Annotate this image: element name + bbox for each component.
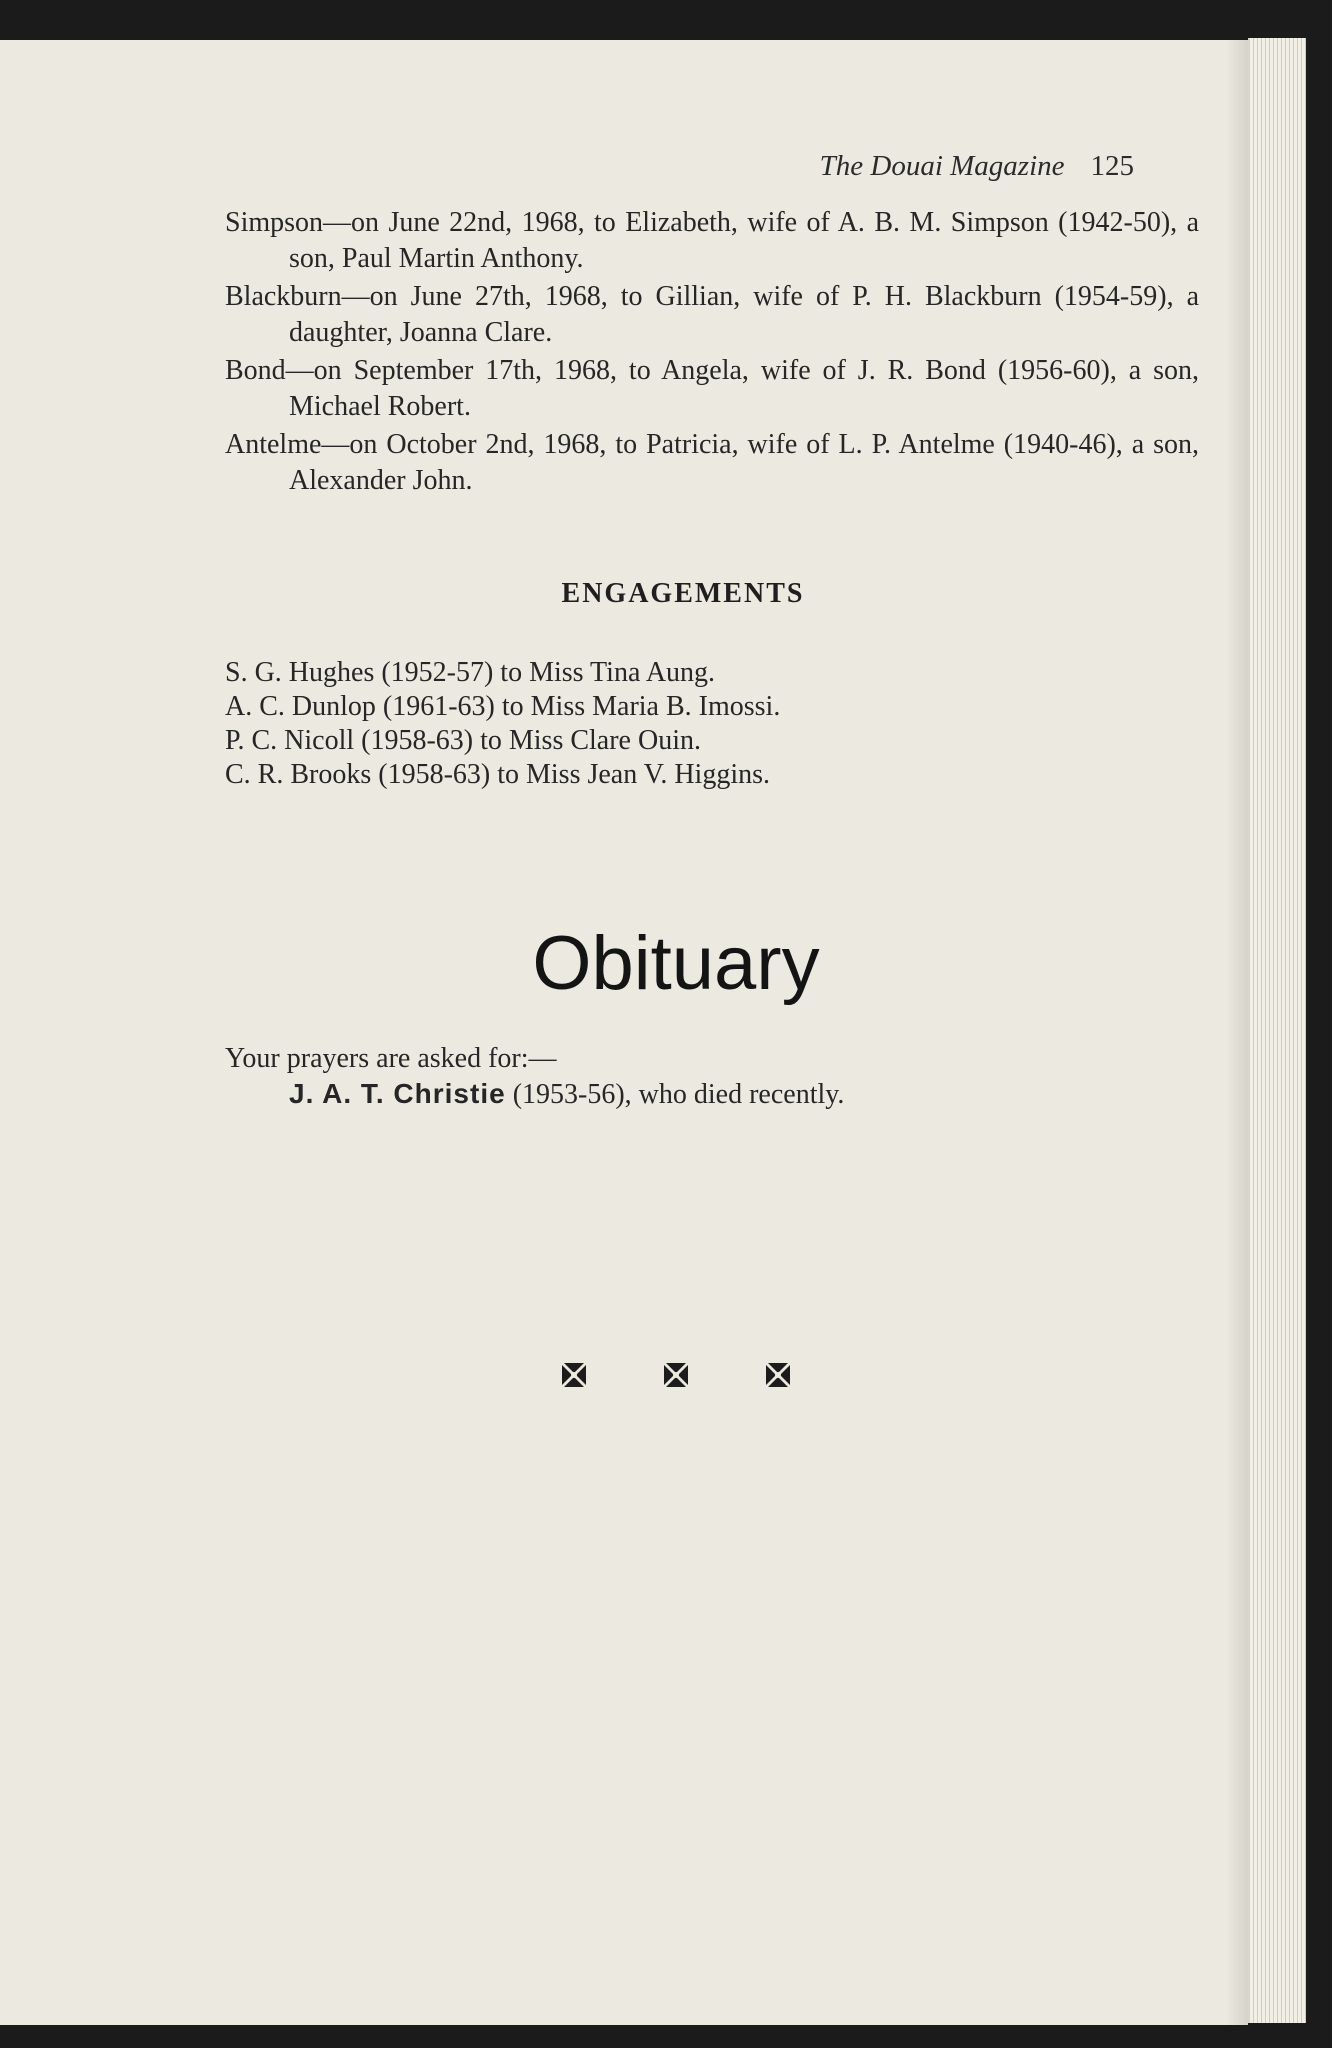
- engagements-heading: ENGAGEMENTS: [561, 578, 805, 609]
- running-head-title: The Douai Magazine: [819, 150, 1065, 182]
- obituary-detail: (1953-56), who died recently.: [505, 1079, 845, 1110]
- cross-pattee-icon: [661, 1360, 691, 1390]
- engagement-item: C. R. Brooks (1958-63) to Miss Jean V. Higgins.: [225, 759, 771, 790]
- ornament-row: [0, 1360, 1332, 1390]
- engagement-item: A. C. Dunlop (1961-63) to Miss Maria B. Imossi.: [225, 691, 781, 722]
- engagement-item: P. C. Nicoll (1958-63) to Miss Clare Ouin.: [225, 725, 701, 756]
- cross-pattee-icon: [559, 1360, 589, 1390]
- birth-announcement: Bond—on September 17th, 1968, to Angela, wife of J. R. Bond (1956-60), a son, Michael Robert.: [225, 355, 1199, 422]
- engagement-item: S. G. Hughes (1952-57) to Miss Tina Aung.: [225, 657, 716, 688]
- birth-announcement: Simpson—on June 22nd, 1968, to Elizabeth, wife of A. B. M. Simpson (1942-50), a son, Paul Martin Anthony.: [225, 207, 1199, 274]
- birth-announcement: Blackburn—on June 27th, 1968, to Gillian, wife of P. H. Blackburn (1954-59), a daughter, Joanna Clare.: [225, 281, 1199, 348]
- page-edges: [1248, 38, 1306, 2023]
- obituary-intro: Your prayers are asked for:—: [225, 1043, 557, 1074]
- birth-announcement: Antelme—on October 2nd, 1968, to Patricia, wife of L. P. Antelme (1940-46), a son, Alexander John.: [225, 429, 1199, 496]
- binding-shadow: [1226, 40, 1248, 2025]
- cross-pattee-icon: [763, 1360, 793, 1390]
- running-head: [0, 150, 1134, 183]
- deceased-name: J. A. T. Christie: [289, 1078, 506, 1109]
- obituary-entry: [289, 1078, 844, 1111]
- obituary-heading: Obituary: [532, 921, 820, 1006]
- page-number: 125: [1090, 150, 1134, 182]
